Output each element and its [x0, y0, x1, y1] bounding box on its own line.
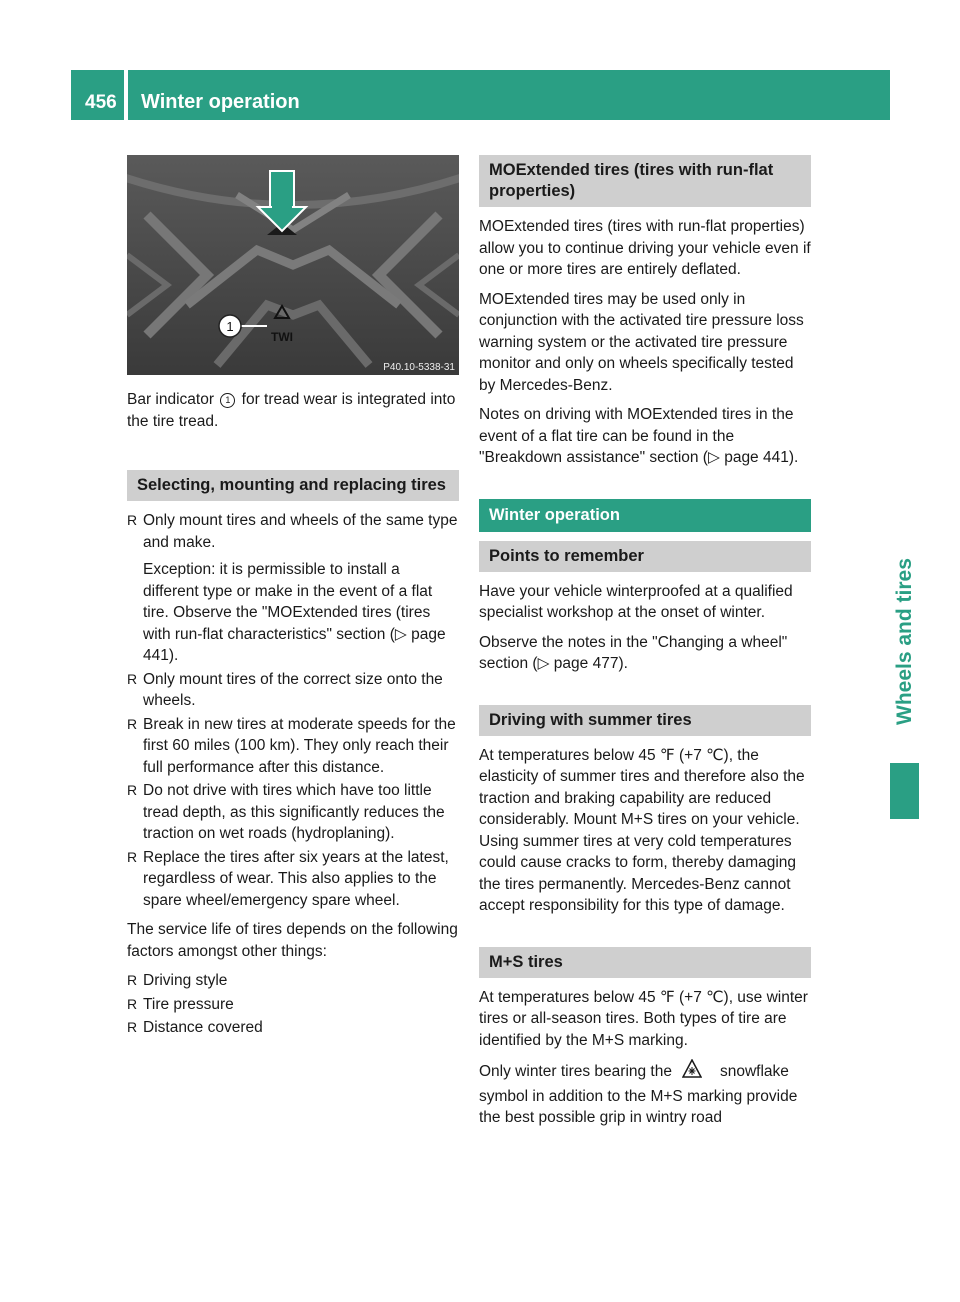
caption-text-before: Bar indicator [127, 391, 215, 408]
paragraph: At temperatures below 45 ℉ (+7 ℃), use winter tires or all-season tires. Both types of tire are identified by the M+S marking. [479, 988, 808, 1049]
figure-caption [127, 389, 459, 432]
page-header-title: Winter operation [128, 70, 890, 120]
list-item [127, 714, 459, 779]
callout-1-icon: 1 [220, 393, 235, 408]
snowflake-mountain-icon [682, 1059, 702, 1086]
paragraph: Observe the notes in the "Changing a wheel" section (▷ page 477). [479, 633, 788, 672]
list-item-text: Distance covered [143, 1019, 263, 1036]
caption-text-after: for tread wear is integrated into the tire tread. [127, 391, 456, 430]
twi-marker-label: TWI [271, 330, 293, 344]
list-item-text: Driving style [143, 972, 228, 989]
side-tab-marker [890, 763, 919, 819]
service-factors-list [127, 970, 459, 1039]
left-column [127, 155, 459, 1047]
paragraph: MOExtended tires may be used only in conjunction with the activated tire pressure loss warning system or the activated tire pressure monitor and only on wheels specifically tested by Mercedes-Benz. [479, 290, 804, 394]
list-item [127, 1017, 459, 1039]
list-item-text: Do not drive with tires which have too little tread depth, as this significantly reduces the traction on wet roads (hydroplaning). [143, 782, 445, 842]
section-heading-selecting-tires: Selecting, mounting and replacing tires [127, 470, 459, 501]
tire-tread-illustration [127, 155, 459, 375]
list-item-subtext: Exception: it is permissible to install a different type or make in the event of a flat tire. Observe the "MOExtended tires (tires with run-flat characteristics" section (▷ page 441). [143, 561, 446, 664]
paragraph-text-after: snowflake symbol in addition to the M+S marking provide the best possible grip in wintry road [479, 1063, 798, 1126]
list-item [127, 847, 459, 912]
section-heading-ms-tires: M+S tires [479, 947, 811, 978]
paragraph-text-before: Only winter tires bearing the [479, 1063, 672, 1080]
list-item-text: Tire pressure [143, 995, 234, 1013]
section-heading-summer-tires: Driving with summer tires [479, 705, 811, 736]
paragraph: MOExtended tires (tires with run-flat properties) allow you to continue driving your vehicle even if one or more tires are entirely deflated. [479, 218, 811, 278]
paragraph: Notes on driving with MOExtended tires in the event of a flat tire can be found in the "Breakdown assistance" section (▷ page 441). [479, 406, 799, 466]
paragraph: At temperatures below 45 ℉ (+7 ℃), the elasticity of summer tires and therefore also the traction and braking capability are reduced considerably. Mount M+S tires on your vehicle. Using summer tires at very cold temperatures could cause cracks to form, thereby damaging the tires permanently. Mercedes-Benz cannot accept responsibility for this type of damage. [479, 746, 805, 914]
list-item-text: Only mount tires of the correct size onto the wheels. [143, 670, 443, 709]
list-item-text: Only mount tires and wheels of the same type and make. [143, 512, 458, 551]
callout-number: 1 [226, 319, 234, 334]
list-item-text: Break in new tires at moderate speeds for the first 60 miles (100 km). They only reach their full performance after this distance. [143, 715, 456, 776]
tire-tread-figure [127, 155, 459, 375]
list-item [127, 970, 459, 992]
snowflake-paragraph [479, 1059, 811, 1129]
service-life-paragraph: The service life of tires depends on the following factors amongst other things: [127, 921, 458, 960]
section-heading-points-to-remember: Points to remember [479, 541, 811, 572]
side-tab-label: Wheels and tires [893, 558, 916, 725]
section-heading-moextended: MOExtended tires (tires with run-flat properties) [479, 155, 811, 207]
list-item [127, 780, 459, 845]
tire-rules-list [127, 510, 459, 911]
list-item [127, 669, 459, 712]
list-item [127, 510, 459, 667]
page-number: 456 [71, 70, 124, 120]
list-item [127, 994, 459, 1016]
figure-ref-code: P40.10-5338-31 [383, 362, 455, 373]
right-column [479, 155, 811, 1137]
list-item-text: Replace the tires after six years at the latest, regardless of wear. This also applies to the spare wheel/emergency spare wheel. [143, 848, 449, 909]
section-heading-winter-operation: Winter operation [479, 499, 811, 532]
paragraph: Have your vehicle winterproofed at a qualified specialist workshop at the onset of winter. [479, 582, 793, 621]
